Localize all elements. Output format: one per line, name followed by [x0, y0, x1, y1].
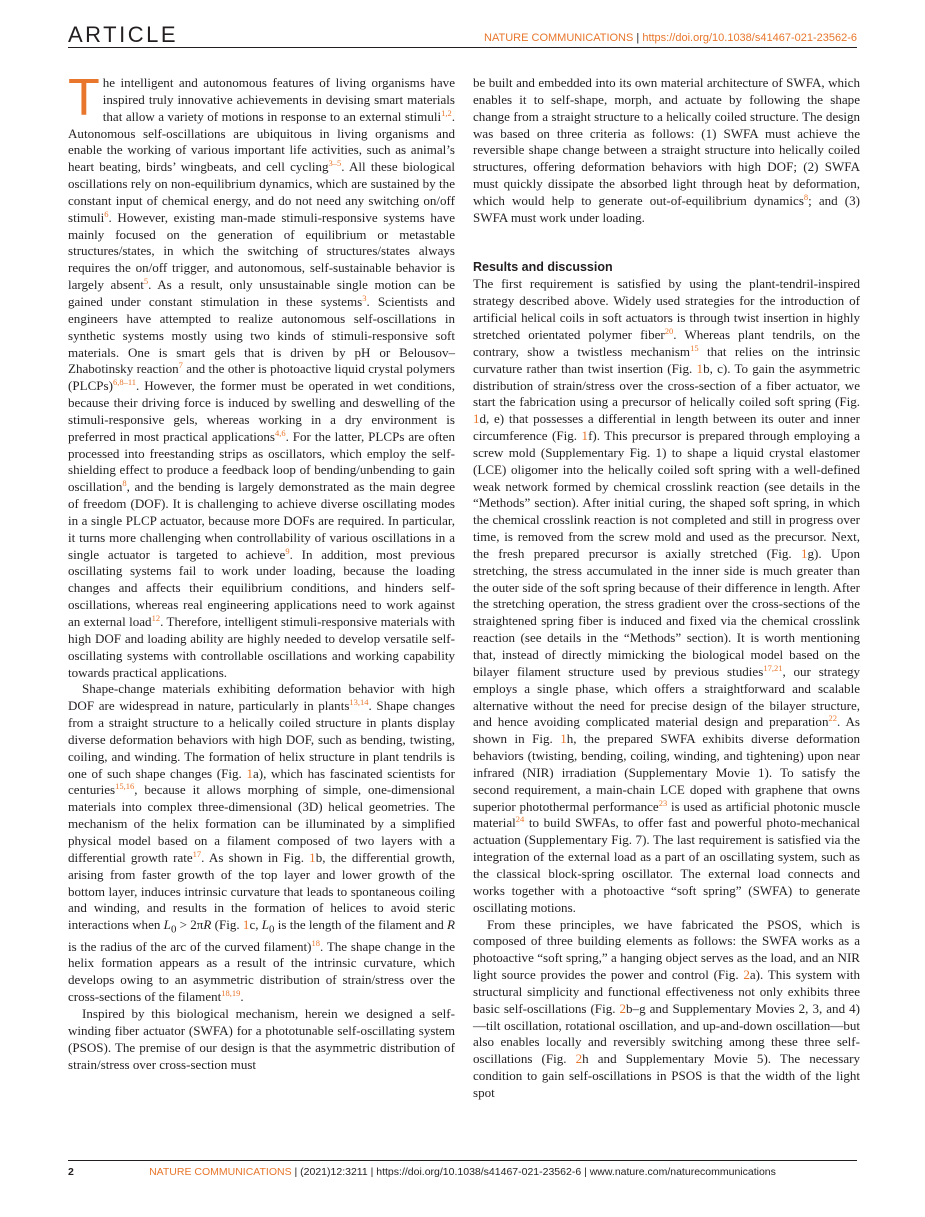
page-number: 2 [68, 1166, 74, 1178]
figure-ref[interactable]: 1 [800, 545, 808, 561]
citation[interactable]: 4,6 [274, 427, 286, 438]
citation[interactable]: 9 [285, 545, 290, 556]
citation[interactable]: 3 [362, 292, 367, 303]
citation[interactable]: 6 [104, 208, 109, 219]
citation[interactable]: 5 [143, 276, 149, 287]
citation[interactable]: 7 [178, 360, 183, 371]
figure-ref[interactable]: 1 [473, 411, 480, 427]
citation[interactable]: 15 [690, 342, 699, 353]
citation[interactable]: 20 [664, 325, 674, 336]
citation[interactable]: 15,16 [115, 781, 135, 792]
citation[interactable]: 8 [122, 478, 127, 489]
footer-citation[interactable]: | (2021)12:3211 | https://doi.org/10.1038/s41467-021-23562-6 | www.nature.com/naturecommunications [291, 1166, 776, 1178]
header-rule [68, 47, 857, 48]
right-column [473, 75, 860, 1102]
figure-ref[interactable]: 1 [246, 765, 253, 781]
figure-ref[interactable]: 1 [309, 849, 316, 865]
left-column [68, 69, 456, 1073]
citation[interactable]: 24 [515, 814, 525, 825]
citation[interactable]: 3–5 [328, 158, 342, 169]
header-separator: | [633, 32, 643, 44]
figure-ref[interactable]: 1 [560, 731, 567, 747]
citation[interactable]: 8 [803, 191, 809, 202]
citation[interactable]: 23 [658, 797, 668, 808]
footer-journal: NATURE COMMUNICATIONS [149, 1166, 292, 1178]
section-heading: Results and discussion [473, 259, 613, 274]
paragraph-first-requirement: The first requirement is satisfied by using the plant-tendril-inspired strategy described above. Widely used strategies for the introduction of artificial helical coils in soft actuators is through twist insertion in highly stretched orientated polymer fiber$^{20}$. Whereas plant tendrils, on the contrary, show a twistless mechanism$^{15}$ that relies on the intrinsic curvature rather than twist insertion (Fig. 1b, c). To gain the asymmetric distribution of strain/stress over the cross-section of a fiber actuator, we start the fabrication using a precursor of helically coiled soft spring (Fig. 1d, e) that possesses a differential in length between its outer and inner circumference (Fig. 1f). This precursor is prepared through employing a screw mold (Supplementary Fig. 1) to shape a liquid crystal elastomer (LCE) oligomer into the helically coiled soft spring with a well-defined weak network formed by chemical crosslink reaction (see details in the “Methods” section). After initial curing, the shaped soft spring, in which the chemical crosslink reaction is not completed and still in progress over time, is removed from the screw mold and used as the precursor. Next, the fresh prepared precursor is axially stretched (Fig. 1g). Upon stretching, the stress accumulated in the inner side is much greater than the outer side of the soft spring because of their difference in length. After the stretching operation, the stress gradient over the cross-sections of the straightened spring fiber is induced and fixed via the chemical crosslink reaction (see details in the “Methods” section). It is worth mentioning that, instead of directly mimicking the biological model based on the bilayer filament structure used by previous studies$^{17,21}$, our strategy employs a single phase, which offers a straightforward and scalable alternative without the need for precise design of the bilayer structure, and hence avoiding complicated material design and preparation$^{22}$. As shown in Fig. 1h, the prepared SWFA exhibits diverse deformation behaviors (twisting, bending, coiling, winding, and tightening) upon near infrared (NIR) irradiation (Supplementary Movie 1). To satisfy the second requirement, a main-chain LCE doped with graphene that owns superior photothermal performance$^{23}$ is used as artificial photonic muscle material$^{24}$ to build SWFAs, to offer fast and powerful photo-mechanical actuation (Supplementary Fig. 7). The last requirement is satisfied via the integration of the external load as a part of an oscillating system, such as the classical block-spring oscillator. The external load connects and works together with a photoactive “soft spring” (SWFA) to generate oscillating motions. [473, 276, 861, 915]
doi-link[interactable]: https://doi.org/10.1038/s41467-021-23562-6 [642, 32, 857, 44]
dropcap: T [68, 69, 100, 127]
citation[interactable]: 6,8–11 [112, 377, 137, 388]
citation[interactable]: 17,21 [763, 662, 783, 673]
citation[interactable]: 17 [192, 848, 202, 859]
page-footer [68, 1166, 857, 1178]
figure-ref[interactable]: 2 [619, 1000, 627, 1016]
citation[interactable]: 1,2 [441, 107, 452, 118]
journal-name: NATURE COMMUNICATIONS [484, 32, 634, 44]
citation[interactable]: 22 [828, 713, 837, 724]
paragraph-shape-change: Shape-change materials exhibiting deformation behavior with high DOF are widespread in nature, particularly in plants$^{13,14}$. Shape changes from a straight structure to a helically coiled structure in plants display diverse deformation behaviors with high DOF, such as bending, twisting, coiling, and winding. The formation of helix structure in plant tendrils is one of such shape changes (Fig. 1a), which has fascinated scientists for centuries$^{15,16}$, because it allows morphing of simple, one-dimensional materials into complex three-dimensional (3D) helical geometries. The mechanism of the helix formation can be illuminated by a simplified physical model based on a filament composed of two layers with a differential growth rate$^{17}$. As shown in Fig. 1b, the differential growth, arising from faster growth of the top layer and lower growth of the bottom layer, induces intrinsic curvature that leads to spontaneous coiling and winding, and results in the formation of helices to avoid steric interactions when $L_0 > 2\pi R$ (Fig. 1c, $L_0$ is the length of the filament and R is the radius of the arc of the curved filament)$^{18}$. The shape change in the helix formation appears as a result of the intrinsic curvature, which develops owing to an asymmetric distribution of strain/stress over the cross-sections of the filament$^{18,19}$. [68, 681, 456, 1005]
citation[interactable]: 18,19 [221, 988, 241, 999]
paragraph-principles: From these principles, we have fabricated the PSOS, which is composed of three building elements as follows: the SWFA works as a photoactive “soft spring,” a hanging object serves as the load, and an NIR light source provides the power and control (Fig. 2a). This system with structural simplicity and functional effectiveness not only exhibits three basic self-oscillations (Fig. 2b–g and Supplementary Movies 2, 3, and 4)—tilt oscillation, rotational oscillation, and up-and-down oscillation—but also enables locally and reversibly switching among these three self-oscillations (Fig. 2h and Supplementary Movie 5). The necessary condition to gain self-oscillations in PSOS is that the width of the light spot [473, 916, 860, 1100]
figure-ref[interactable]: 1 [581, 428, 589, 444]
footer-rule [68, 1160, 857, 1161]
citation[interactable]: 18 [311, 937, 320, 948]
citation[interactable]: 13,14 [349, 697, 369, 708]
intro-paragraph: The intelligent and autonomous features of living organisms have inspired truly innovative achievements in devising smart materials that allow a variety of motions in response to an external stimuli$^{1,2}$. Autonomous self-oscillations are ubiquitous in living organisms and enable the working of various important life activities, such as animal’s heart beating, birds’ wingbeats, and cell cycling$^{3-5}$. All these biological oscillations rely on non-equilibrium dynamics, which are sustained by the constant input of chemical energy, and do not need any switching on/off stimuli$^6$. However, existing man-made stimuli-responsive systems have mainly focused on the generation of equilibrium or metastable structures/states, in which the switching of structures/states always requires the on/off trigger, and autonomous, self-sustainable behavior is largely absent$^5$. As a result, only unsustainable single motion can be gained under constant stimulation in these systems$^3$. Scientists and engineers have attempted to realize autonomous self-oscillations in synthetic systems mostly using two kinds of stimuli-responsive soft materials. One is smart gels that is driven by pH or Belousov–Zhabotinsky reaction$^7$ and the other is photoactive liquid crystal polymers (PLCPs)$^{6,8-11}$. However, the former must be operated in wet conditions, because their driving force is induced by swelling and deswelling of the stimuli-responsive gels, whereas working in a dry environment is preferred in most practical applications$^{4,6}$. For the latter, PLCPs are often processed into freestanding strips as oscillators, which employ the self-shielding effect to produce a feedback loop of bending/unbending to gain oscillation$^8$, and the bending is largely demonstrated as the main degree of freedom (DOF). It is challenging to achieve diverse oscillating modes in a single PLCP actuator, because more DOFs are required. In particular, it turns more challenging when controllability of various oscillations in a single actuator is targeted to achieve$^9$. In addition, most previous oscillating systems fail to work under loading, because the loading changes and affects their equilibrium conditions, and hinders self-oscillations, whereas real engineering applications need to work against an external load$^{12}$. Therefore, intelligent stimuli-responsive materials with high DOF and loading ability are highly needed to develop versatile self-oscillating systems with controllable oscillations and working capability towards practical applications. [68, 69, 455, 680]
journal-doi-header [484, 32, 857, 44]
paragraph-criteria: be built and embedded into its own material architecture of SWFA, which enables it to self-shape, morph, and actuate by following the shape change from a straight structure to a helically coiled structure. The design was based on three criteria as follows: (1) SWFA must achieve the reversible shape change between a straight structure into helically coiled structures, offering deformation behaviors with high DOF; (2) SWFA must quickly dissipate the absorbed light through heat by deformation, which would help to generate out-of-equilibrium dynamics$^8$; and (3) SWFA must work under loading. [473, 75, 860, 225]
citation[interactable]: 12 [151, 613, 161, 623]
figure-ref[interactable]: 2 [743, 967, 750, 983]
paragraph-inspired: Inspired by this biological mechanism, herein we designed a self-winding fiber actuator (SWFA) for a phototunable self-oscillating system (PSOS). The premise of our design is that the asymmetric distribution of strain/stress over cross-section must [68, 1006, 455, 1072]
figure-ref[interactable]: 1 [242, 917, 250, 933]
figure-ref[interactable]: 2 [575, 1051, 583, 1067]
figure-ref[interactable]: 1 [696, 360, 704, 376]
section-label: ARTICLE [68, 22, 179, 47]
